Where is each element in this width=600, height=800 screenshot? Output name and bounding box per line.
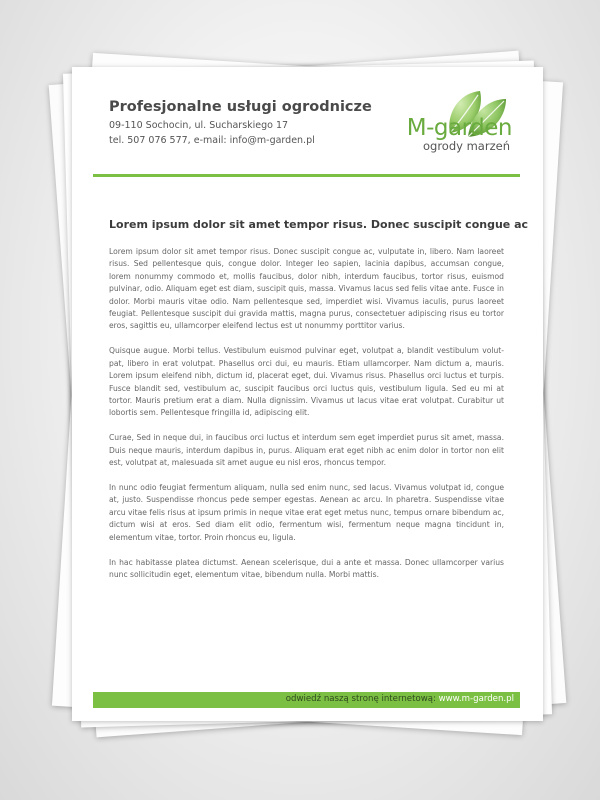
company-title: Profesjonalne usługi ogrodnicze xyxy=(109,99,372,115)
body-paragraph: Quisque augue. Morbi tellus. Vestibulum euismod pulvinar eget, volutpat a, blandit vestibulum volut-pat, libero in erat volutpat. Phasellus orci dui, eu mauris. Etiam ullamcorper. Nam dictum a, mauris. Lorem ipsum eleifend nibh, dictum id, placerat eget, dui. Vivamus risus. Phasellus orci luctus et turpis. Fusce blandit sed, vestibulum ac, suscipit faucibus orci luctus quis, vestibulum ligula. Sed eu mi at tortor. Mauris pretium erat a diam. Nulla dignissim. Vivamus ut lacus vitae erat volutpat. Curabitur ut lobortis sem. Pellentesque fringilla id, adipiscing elit. xyxy=(109,346,504,418)
footer-text xyxy=(286,694,514,704)
logo-name: M-garden xyxy=(406,115,512,141)
footer-bar xyxy=(93,692,520,708)
letterhead-page xyxy=(72,67,543,721)
document-body xyxy=(109,246,504,594)
body-paragraph: Curae, Sed in neque dui, in faucibus orci luctus et interdum sem eget imperdiet purus sit amet, massa. Duis neque mauris, interdum dapibus in, purus. Aliquam erat eget nibh ac enim dolor in tortor non elit est, volutpat at, malesuada sit amet augue eu nisl eros, rhoncus tempor. xyxy=(109,433,504,468)
company-contact: tel. 507 076 577, e-mail: info@m-garden.pl xyxy=(109,135,315,146)
company-address: 09-110 Sochocin, ul. Sucharskiego 17 xyxy=(109,120,289,131)
website-link[interactable]: www.m-garden.pl xyxy=(438,694,514,704)
document-heading: Lorem ipsum dolor sit amet tempor risus. Donec suscipit congue ac xyxy=(109,218,529,231)
logo-tagline: ogrody marzeń xyxy=(423,139,510,153)
header-divider xyxy=(93,174,520,177)
body-paragraph: In hac habitasse platea dictumst. Aenean scelerisque, dui a ante et massa. Donec ullamcorper varius nunc sollicitudin eget, elementum vitae, bibendum nulla. Morbi mattis. xyxy=(109,557,504,579)
body-paragraph: Lorem ipsum dolor sit amet tempor risus. Donec suscipit congue ac, vulputate in, libero. Nam laoreet risus. Sed pellentesque quis, congue dolor. Integer leo sapien, lacinia dapibus, accumsan congue, lorem nonummy commodo et, mollis faucibus, dolor nibh, interdum faucibus, tortor risus, euismod pulvinar, odio. Aliquam eget est diam, suscipit quis, massa. Vivamus lacus sed felis vitae ante. Fusce in dolor. Morbi mauris vitae odio. Nam pellentesque sed, imperdiet wisi. Vivamus iaculis, purus laoreet feugiat. Pellentesque suscipit dui gravida mattis, magna purus, consectetuer adipiscing risus eu tortor eros, sagittis eu, ullamcorper eleifend lectus est ut nonummy porttitor varius. xyxy=(109,247,504,331)
footer-label: odwiedź naszą stronę internetową: xyxy=(285,694,436,704)
body-paragraph: In nunc odio feugiat fermentum aliquam, nulla sed enim nunc, sed lacus. Vivamus volutpat id, congue at, justo. Suspendisse rhoncus pede semper egestas. Aenean ac arcu. In pharetra. Suspendisse vitae arcu vitae felis risus at ipsum primis in neque vitae erat eget metus nunc, tempus ornare bibendum ac, dictum wisi at eros. Sed diam elit odio, fermentum wisi, fermentum neque magna tincidunt in, elementum vitae, tortor. Proin rhoncus eu, ligula. xyxy=(109,483,504,542)
